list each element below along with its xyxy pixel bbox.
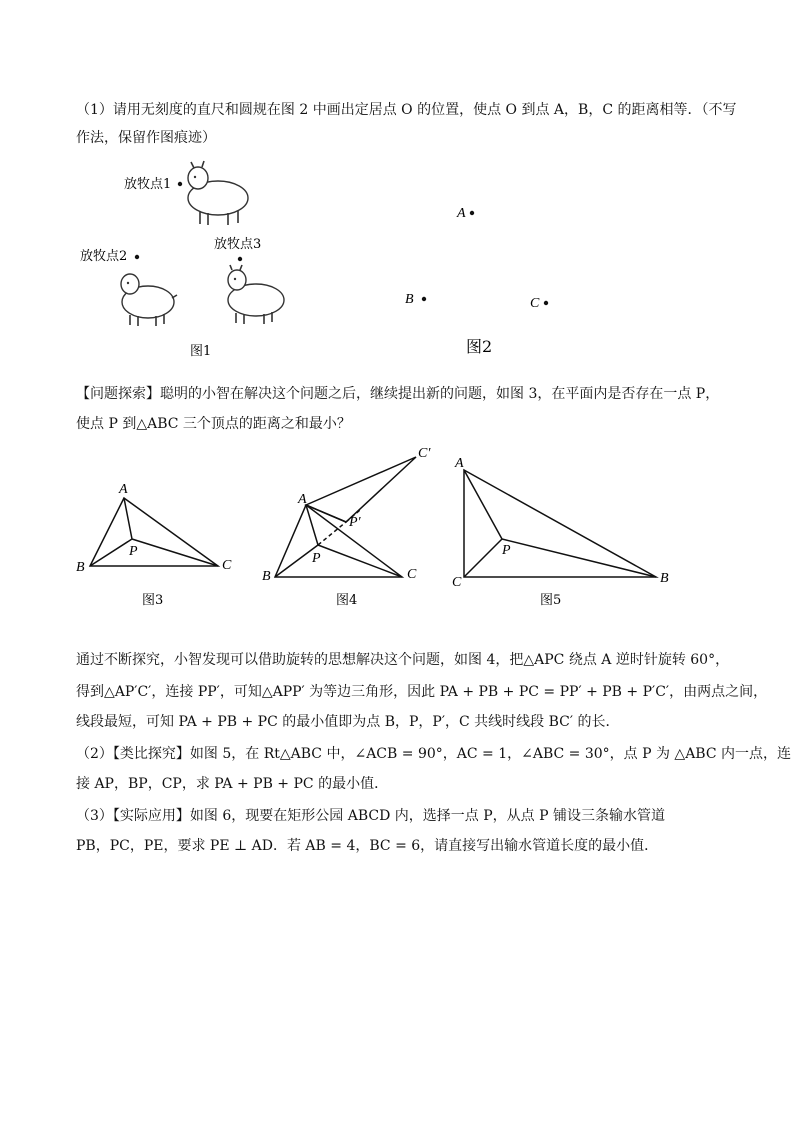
fig3-label-A: A (119, 482, 128, 497)
fig3-label-C: C (222, 558, 232, 573)
explore-line1: 【问题探索】聪明的小智在解决这个问题之后，继续提出新的问题，如图 3，在平面内是否存在一点 P， (76, 386, 720, 402)
q3-line2: PB，PC，PE，要求 PE ⊥ AD．若 AB = 4，BC = 6，请直接写出输水管道长度的最小值． (76, 838, 659, 854)
q1-line2: 作法，保留作图痕迹） (76, 130, 216, 146)
fig5-label-C: C (452, 575, 462, 590)
figure-3-group (90, 498, 218, 566)
fig4-segments (275, 505, 402, 577)
fig4-label-Cprime: C′ (418, 446, 431, 461)
figure-1-caption: 图1 (190, 344, 212, 359)
figure-2-caption: 图2 (466, 337, 493, 356)
fig4-label-A: A (298, 492, 307, 507)
q2-line1: （2）【类比探究】如图 5，在 Rt△ABC 中，∠ACB = 90°，AC = 1，∠ABC = 30°，点 P 为 △ABC 内一点，连 (76, 746, 792, 762)
fig3-label-B: B (76, 560, 85, 575)
q2-line2: 接 AP，BP，CP，求 PA + PB + PC 的最小值． (76, 776, 389, 792)
fig4-label-P: P (312, 551, 321, 566)
fig5-label-A: A (455, 456, 464, 471)
fig4-label-C: C (407, 567, 417, 582)
fig2-label-B: B (405, 292, 414, 307)
q1-line1: （1）请用无刻度的直尺和圆规在图 2 中画出定居点 O 的位置，使点 O 到点 A，B，C 的距离相等．（不写 (76, 102, 737, 118)
q3-line1: （3）【实际应用】如图 6，现要在矩形公园 ABCD 内，选择一点 P，从点 P 铺设三条输水管道 (76, 808, 665, 824)
fig5-label-P: P (502, 543, 511, 558)
fig2-label-C: C (530, 296, 540, 311)
figure-4-group (275, 457, 416, 577)
fig3-label-P: P (129, 544, 138, 559)
figure-3-caption: 图3 (142, 593, 164, 608)
fig5-label-B: B (660, 571, 669, 586)
grazing-point-3-label: 放牧点3 (214, 237, 262, 252)
fig3-segments (90, 498, 218, 566)
fig3-triangle (90, 498, 218, 566)
fig4-triangle-ABC (275, 505, 402, 577)
fig2-label-A: A (457, 206, 466, 221)
fig4-label-Pprime: P′ (349, 515, 361, 530)
explore-line2: 使点 P 到△ABC 三个顶点的距离之和最小？ (76, 416, 351, 432)
figure-4-caption: 图4 (336, 593, 358, 608)
grazing-point-1-label: 放牧点1 (124, 177, 172, 192)
body-line3: 线段最短，可知 PA + PB + PC 的最小值即为点 B，P，P′，C 共线时线段 BC′ 的长． (76, 714, 620, 730)
body-line1: 通过不断探究，小智发现可以借助旋转的思想解决这个问题，如图 4，把△APC 绕点 A 逆时针旋转 60°， (76, 652, 730, 668)
figure-5-caption: 图5 (540, 593, 562, 608)
grazing-point-2-label: 放牧点2 (80, 249, 128, 264)
fig4-label-B: B (262, 569, 271, 584)
figure-5-group (464, 470, 656, 577)
fig4-dashed-line (318, 522, 346, 545)
body-line2: 得到△AP′C′，连接 PP′，可知△APP′ 为等边三角形，因此 PA + PB + PC = PP′ + PB + P′C′，由两点之间， (76, 684, 768, 700)
